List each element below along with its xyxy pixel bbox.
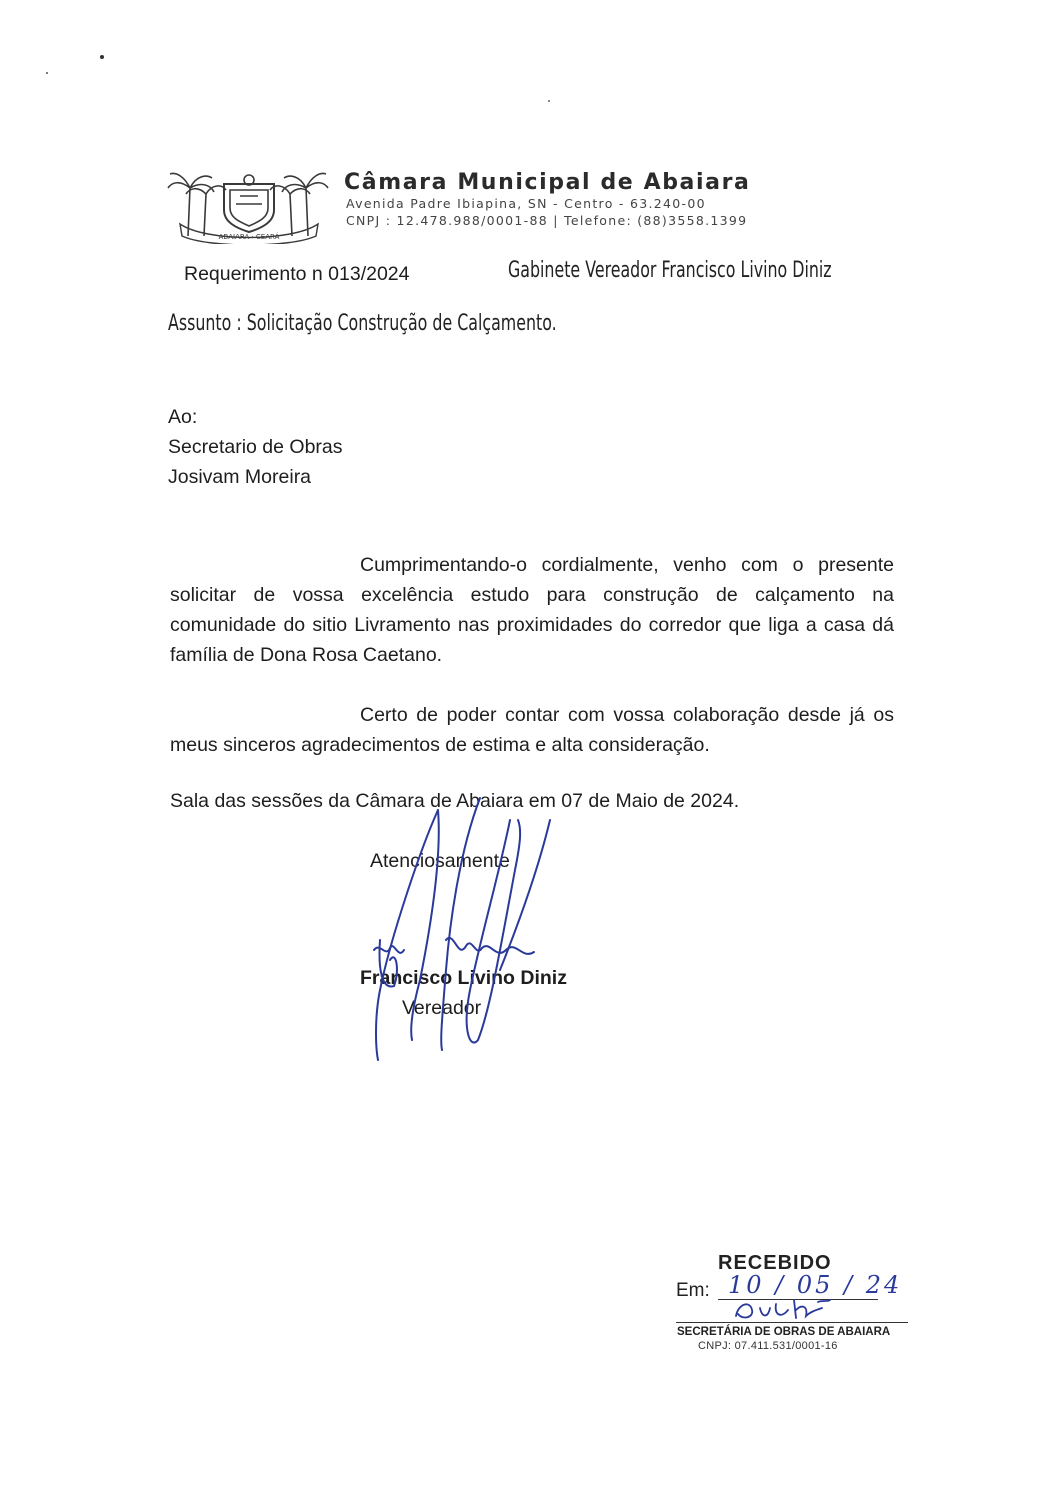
signer-name: Francisco Livino Diniz: [360, 967, 567, 989]
recipient-title: Secretario de Obras: [168, 436, 343, 458]
recipient-salutation: Ao:: [168, 406, 198, 428]
stamp-cnpj: CNPJ: 07.411.531/0001-16: [698, 1340, 838, 1352]
stamp-initials-signature: [730, 1296, 840, 1322]
scan-speck: [46, 72, 48, 74]
stamp-signature-line: [676, 1322, 908, 1323]
chamber-contact: CNPJ : 12.478.988/0001-88 | Telefone: (88)3558.1399: [346, 213, 748, 228]
body-paragraph-2: [170, 700, 894, 760]
body-paragraph-1-text: Cumprimentando-o cordialmente, venho com o presente solicitar de vossa excelência estudo para construção de calçamento na comunidade do sitio Livramento nas proximidades do corredor que liga a casa dá família de Dona Rosa Caetano.: [170, 554, 894, 666]
scan-speck: [100, 55, 104, 59]
recipient-name: Josivam Moreira: [168, 466, 312, 488]
closing-salutation: Atenciosamente: [370, 850, 510, 872]
body-paragraph-1: [170, 550, 894, 670]
signer-role: Vereador: [402, 997, 482, 1019]
stamp-organization: SECRETÁRIA DE OBRAS DE ABAIARA: [677, 1326, 891, 1338]
place-and-date: Sala das sessões da Câmara de Abaiara em 07 de Maio de 2024.: [170, 790, 740, 812]
subject-line: Assunto : Solicitação Construção de Calçamento.: [168, 311, 557, 336]
stamp-date: 10 / 05 / 24: [728, 1271, 903, 1299]
chamber-name: Câmara Municipal de Abaiara: [344, 170, 751, 195]
stamp-received-title: RECEBIDO: [718, 1252, 832, 1274]
request-number: Requerimento n 013/2024: [184, 263, 410, 285]
stamp-date-label: Em:: [676, 1280, 710, 1301]
chamber-logo: [166, 166, 332, 244]
handwritten-signature: [350, 790, 580, 1070]
chamber-address: Avenida Padre Ibiapina, SN - Centro - 63.240-00: [346, 196, 706, 211]
svg-text:ABAIARA · CEARÁ: ABAIARA · CEARÁ: [218, 233, 280, 241]
scan-speck: [548, 100, 550, 102]
body-paragraph-2-text: Certo de poder contar com vossa colaboração desde já os meus sinceros agradecimentos de estima e alta consideração.: [170, 704, 894, 756]
coat-of-arms-icon: [166, 166, 332, 244]
office-name: Gabinete Vereador Francisco Livino Diniz: [508, 258, 832, 283]
